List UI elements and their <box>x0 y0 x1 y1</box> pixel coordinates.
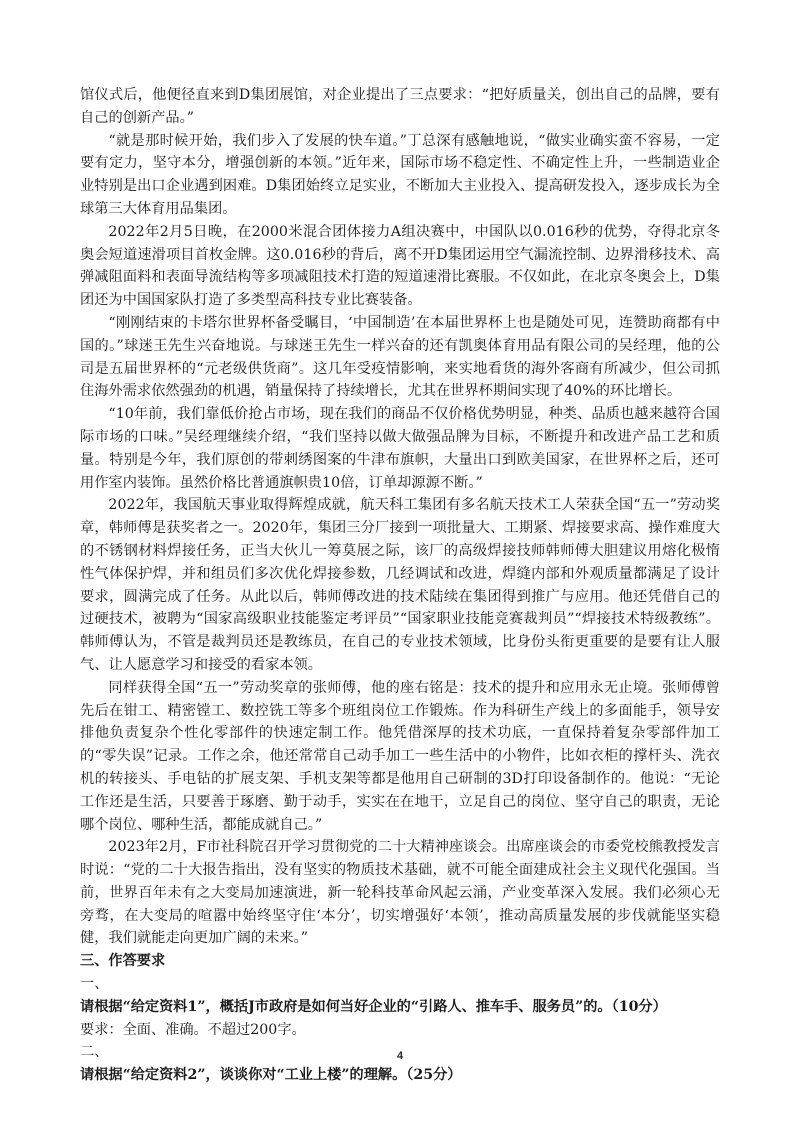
section-title: 三、作答要求 <box>80 953 166 970</box>
question-number: 一、 <box>80 976 109 993</box>
document-body <box>80 84 720 1087</box>
paragraph: 2023年2月，F市社科院召开学习贯彻党的二十大精神座谈会。出席座谈会的市委党校熊教授发言时说：“党的二十大报告指出，没有坚实的物质技术基础，就不可能全面建成社会主义现代化强国。当前，世界百年未有之大变局加速演进，新一轮科技革命风起云涌，产业变革深入发展。我们必须心无旁骛，在大变局的喧嚣中始终坚守住‘本分’，切实增强好‘本领’，推动高质量发展的步伐就能坚实稳健，我们就能走向更加广阔的未来。” <box>80 839 720 947</box>
question-requirement: 要求：全面、准确。不超过200字。 <box>80 1021 306 1038</box>
paragraph: “就是那时候开始，我们步入了发展的快车道。”丁总深有感触地说，“做实业确实蛮不容易，一定要有定力，坚守本分，增强创新的本领。”近年来，国际市场不稳定性、不确定性上升，一些制造业企业特别是出口企业遇到困难。D集团始终立足实业，不断加大主业投入、提高研发投入，逐步成长为全球第三大体育用品集团。 <box>80 132 720 217</box>
question-text: 请根据“给定资料1”，概括J市政府是如何当好企业的“引路人、推车手、服务员”的。（10分） <box>80 998 667 1015</box>
paragraph: “10年前，我们靠低价抢占市场，现在我们的商品不仅价格优势明显，种类、品质也越来越符合国际市场的口味。”吴经理继续介绍，“我们坚持以做大做强品牌为目标，不断提升和改进产品工艺和质量。特别是今年，我们原创的带刺绣图案的牛津布旗帜，大量出口到欧美国家，在世界杯之后，还可用作室内装饰。虽然价格比普通旗帜贵10倍，订单却源源不断。” <box>80 406 720 491</box>
paragraph: 馆仪式后，他便径直来到D集团展馆，对企业提出了三点要求：“把好质量关，创出自己的品牌，要有自己的创新产品。” <box>80 87 720 126</box>
paragraph: “刚刚结束的卡塔尔世界杯备受瞩目，‘中国制造’在本届世界杯上也是随处可见，连赞助商都有中国的。”球迷王先生兴奋地说。与球迷王先生一样兴奋的还有凯奥体育用品有限公司的吴经理，他的公司是五届世界杯的“元老级供货商”。这几年受疫情影响，来实地看货的海外客商有所减少，但公司抓住海外需求依然强劲的机遇，销量保持了持续增长，尤其在世界杯期间实现了40%的环比增长。 <box>80 314 720 400</box>
paragraph: 2022年2月5日晚，在2000米混合团体接力A组决赛中，中国队以0.016秒的优势，夺得北京冬奥会短道速滑项目首枚金牌。这0.016秒的背后，离不开D集团运用空气漏流控制、边界滑移技术、高弹减阻面料和表面导流结构等多项减阻技术打造的短道速滑比赛服。不仅如此，在北京冬奥会上，D集团还为中国国家队打造了多类型高科技专业比赛装备。 <box>80 223 720 309</box>
paragraph: 同样获得全国“五一”劳动奖章的张师傅，他的座右铭是：技术的提升和应用永无止境。张师傅曾先后在钳工、精密镗工、数控铣工等多个班组岗位工作锻炼。作为科研生产线上的多面能手，领导安排他负责复杂个性化零部件的快速定制工作。他凭借深厚的技术功底，一直保持着复杂零部件加工的“零失误”记录。工作之余，他还常常自己动手加工一些生活中的小物件，比如衣柜的撑杆头、洗衣机的转接头、手电钻的扩展支架、手机支架等都是他用自己研制的3D打印设备制作的。他说：“无论工作还是生活，只要善于琢磨、勤于动手，实实在在地干，立足自己的岗位、坚守自己的职责，无论哪个岗位、哪种生活，都能成就自己。” <box>80 679 720 833</box>
page-number: 4 <box>396 1050 404 1062</box>
question-text: 请根据“给定资料2”，谈谈你对“工业上楼”的理解。（25分） <box>80 1067 462 1084</box>
question-number: 二、 <box>80 1044 109 1061</box>
paragraph: 2022年，我国航天事业取得辉煌成就，航天科工集团有多名航天技术工人荣获全国“五一”劳动奖章，韩师傅是获奖者之一。2020年，集团三分厂接到一项批量大、工期紧、焊接要求高、操作难度大的不锈钢材料焊接任务，正当大伙儿一筹莫展之际，该厂的高级焊接技师韩师傅大胆建议用熔化极惰性气体保护焊，并和组员们多次优化焊接参数，几经调试和改进，焊缝内部和外观质量都满足了设计要求，圆满完成了任务。从此以后，韩师傅改进的技术陆续在集团得到推广与应用。他还凭借自己的过硬技术，被聘为“国家高级职业技能鉴定考评员”“国家职业技能竞赛裁判员”“焊接技术特级教练”。韩师傅认为，不管是裁判员还是教练员，在自己的专业技术领域，比身份头衔更重要的是要有让人服气、让人愿意学习和接受的看家本领。 <box>80 497 720 673</box>
